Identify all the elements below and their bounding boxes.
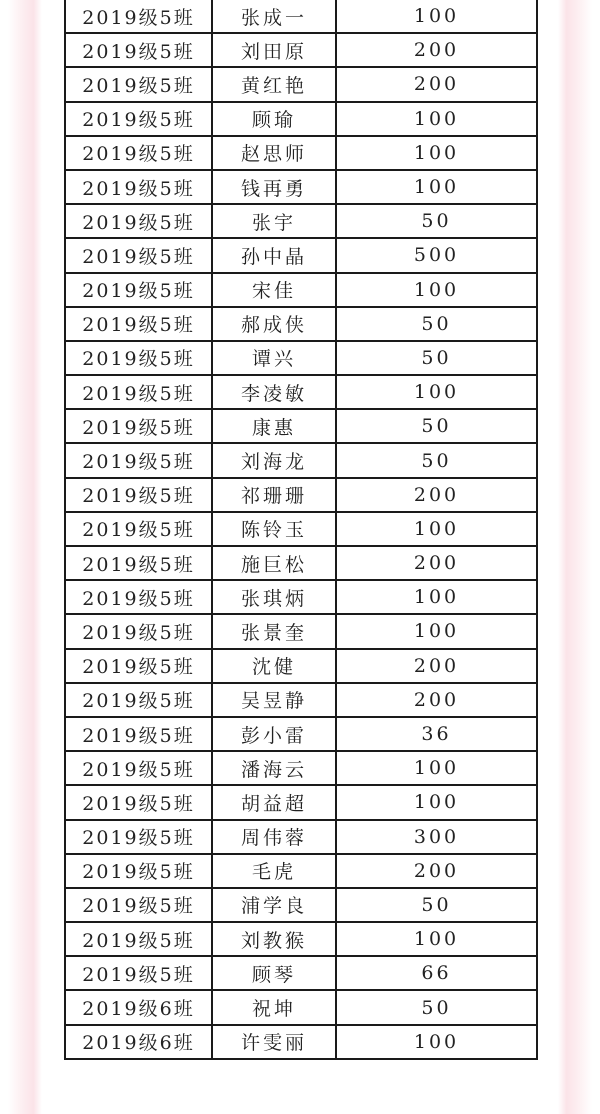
name-cell: 彭小雷 <box>212 717 336 751</box>
amount-cell: 100 <box>336 785 537 819</box>
amount-cell: 100 <box>336 102 537 136</box>
table-row <box>65 67 537 101</box>
name-cell: 张宇 <box>212 204 336 238</box>
amount-cell: 50 <box>336 307 537 341</box>
table-row <box>65 854 537 888</box>
table-row <box>65 751 537 785</box>
amount-cell: 200 <box>336 33 537 67</box>
name-cell: 顾琴 <box>212 956 336 990</box>
name-cell: 吴昱静 <box>212 683 336 717</box>
table-row <box>65 102 537 136</box>
name-cell: 宋佳 <box>212 273 336 307</box>
amount-cell: 200 <box>336 478 537 512</box>
table-row <box>65 820 537 854</box>
amount-cell: 300 <box>336 820 537 854</box>
table-row <box>65 238 537 272</box>
class-cell: 2019级5班 <box>65 751 212 785</box>
name-cell: 康惠 <box>212 409 336 443</box>
table-row <box>65 170 537 204</box>
amount-cell: 100 <box>336 751 537 785</box>
class-cell: 2019级5班 <box>65 136 212 170</box>
amount-cell: 200 <box>336 854 537 888</box>
left-decorative-border <box>8 0 42 1114</box>
table-row <box>65 888 537 922</box>
table-row <box>65 683 537 717</box>
amount-cell: 100 <box>336 0 537 33</box>
amount-cell: 50 <box>336 409 537 443</box>
amount-cell: 500 <box>336 238 537 272</box>
class-cell: 2019级5班 <box>65 956 212 990</box>
class-cell: 2019级5班 <box>65 273 212 307</box>
table-row <box>65 717 537 751</box>
table-row <box>65 580 537 614</box>
table-row <box>65 1025 537 1059</box>
name-cell: 郝成侠 <box>212 307 336 341</box>
class-cell: 2019级5班 <box>65 820 212 854</box>
amount-cell: 100 <box>336 580 537 614</box>
amount-cell: 100 <box>336 614 537 648</box>
amount-cell: 50 <box>336 443 537 477</box>
name-cell: 毛虎 <box>212 854 336 888</box>
class-cell: 2019级5班 <box>65 649 212 683</box>
name-cell: 张成一 <box>212 0 336 33</box>
class-cell: 2019级5班 <box>65 102 212 136</box>
table-row <box>65 956 537 990</box>
class-cell: 2019级5班 <box>65 888 212 922</box>
name-cell: 李凌敏 <box>212 375 336 409</box>
class-cell: 2019级5班 <box>65 67 212 101</box>
class-cell: 2019级6班 <box>65 1025 212 1059</box>
name-cell: 张琪炳 <box>212 580 336 614</box>
amount-cell: 100 <box>336 170 537 204</box>
name-cell: 谭兴 <box>212 341 336 375</box>
amount-cell: 66 <box>336 956 537 990</box>
amount-cell: 200 <box>336 649 537 683</box>
right-decorative-border <box>558 0 592 1114</box>
name-cell: 刘海龙 <box>212 443 336 477</box>
amount-cell: 50 <box>336 341 537 375</box>
class-cell: 2019级5班 <box>65 204 212 238</box>
table-row <box>65 785 537 819</box>
class-cell: 2019级5班 <box>65 614 212 648</box>
amount-cell: 200 <box>336 67 537 101</box>
donation-table <box>64 0 538 1060</box>
class-cell: 2019级5班 <box>65 409 212 443</box>
name-cell: 周伟蓉 <box>212 820 336 854</box>
amount-cell: 100 <box>336 273 537 307</box>
table-row <box>65 307 537 341</box>
name-cell: 黄红艳 <box>212 67 336 101</box>
table-row <box>65 922 537 956</box>
class-cell: 2019级6班 <box>65 990 212 1024</box>
amount-cell: 100 <box>336 136 537 170</box>
table-row <box>65 341 537 375</box>
class-cell: 2019级5班 <box>65 307 212 341</box>
amount-cell: 100 <box>336 1025 537 1059</box>
amount-cell: 100 <box>336 512 537 546</box>
table-row <box>65 0 537 33</box>
name-cell: 赵思师 <box>212 136 336 170</box>
class-cell: 2019级5班 <box>65 170 212 204</box>
name-cell: 张景奎 <box>212 614 336 648</box>
table-row <box>65 614 537 648</box>
table-row <box>65 409 537 443</box>
name-cell: 潘海云 <box>212 751 336 785</box>
amount-cell: 50 <box>336 204 537 238</box>
table-row <box>65 136 537 170</box>
class-cell: 2019级5班 <box>65 478 212 512</box>
name-cell: 钱再勇 <box>212 170 336 204</box>
class-cell: 2019级5班 <box>65 33 212 67</box>
class-cell: 2019级5班 <box>65 0 212 33</box>
amount-cell: 100 <box>336 922 537 956</box>
table-row <box>65 478 537 512</box>
name-cell: 许雯丽 <box>212 1025 336 1059</box>
class-cell: 2019级5班 <box>65 512 212 546</box>
class-cell: 2019级5班 <box>65 546 212 580</box>
class-cell: 2019级5班 <box>65 443 212 477</box>
amount-cell: 100 <box>336 375 537 409</box>
table-row <box>65 443 537 477</box>
name-cell: 胡益超 <box>212 785 336 819</box>
name-cell: 祝坤 <box>212 990 336 1024</box>
class-cell: 2019级5班 <box>65 238 212 272</box>
name-cell: 陈铃玉 <box>212 512 336 546</box>
name-cell: 刘教猴 <box>212 922 336 956</box>
table-row <box>65 546 537 580</box>
class-cell: 2019级5班 <box>65 854 212 888</box>
amount-cell: 200 <box>336 683 537 717</box>
donation-table-container <box>64 0 536 1060</box>
amount-cell: 50 <box>336 990 537 1024</box>
name-cell: 祁珊珊 <box>212 478 336 512</box>
name-cell: 沈健 <box>212 649 336 683</box>
class-cell: 2019级5班 <box>65 922 212 956</box>
name-cell: 施巨松 <box>212 546 336 580</box>
name-cell: 刘田原 <box>212 33 336 67</box>
name-cell: 浦学良 <box>212 888 336 922</box>
amount-cell: 200 <box>336 546 537 580</box>
class-cell: 2019级5班 <box>65 683 212 717</box>
amount-cell: 50 <box>336 888 537 922</box>
table-row <box>65 375 537 409</box>
donation-table-body <box>65 0 537 1059</box>
table-row <box>65 204 537 238</box>
table-row <box>65 33 537 67</box>
class-cell: 2019级5班 <box>65 341 212 375</box>
class-cell: 2019级5班 <box>65 375 212 409</box>
table-row <box>65 649 537 683</box>
name-cell: 顾瑜 <box>212 102 336 136</box>
amount-cell: 36 <box>336 717 537 751</box>
class-cell: 2019级5班 <box>65 717 212 751</box>
table-row <box>65 273 537 307</box>
table-row <box>65 512 537 546</box>
table-row <box>65 990 537 1024</box>
name-cell: 孙中晶 <box>212 238 336 272</box>
class-cell: 2019级5班 <box>65 580 212 614</box>
class-cell: 2019级5班 <box>65 785 212 819</box>
